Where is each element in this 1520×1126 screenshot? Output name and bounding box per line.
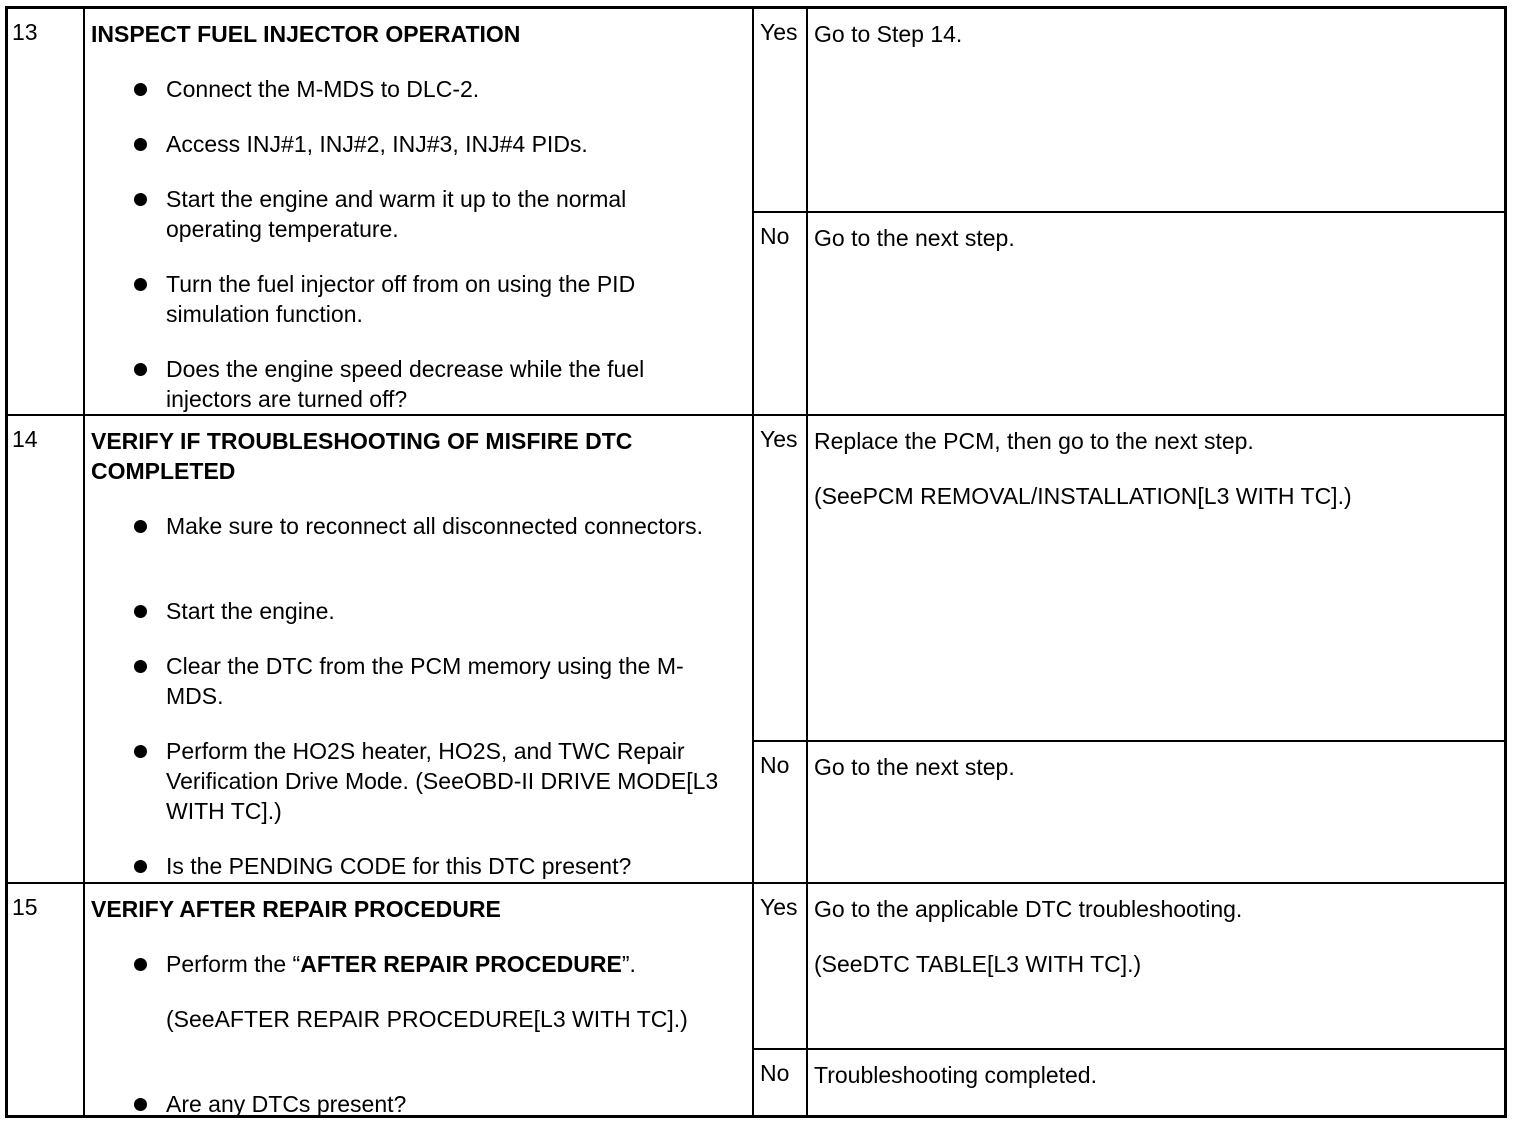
step-title: VERIFY IF TROUBLESHOOTING OF MISFIRE DTC COMPLETED [91,428,633,484]
list-item: Make sure to reconnect all disconnected connectors. [166,511,726,541]
bullet-icon [134,1098,147,1111]
bullet-icon [134,860,147,873]
list-item: Perform the HO2S heater, HO2S, and TWC Repair Verification Drive Mode. (SeeOBD-II DRIVE MODE[L3 WITH TC].) [166,736,726,826]
troubleshooting-table [5,6,1507,1118]
yes-label: Yes [760,894,798,920]
list-item: Access INJ#1, INJ#2, INJ#3, INJ#4 PIDs. [166,129,726,159]
list-item: Start the engine and warm it up to the normal operating temperature. [166,184,726,244]
step-description-cell [85,9,754,414]
bullet-icon [134,278,147,291]
list-item: Does the engine speed decrease while the fuel injectors are turned off? [166,354,726,414]
answer-cell [754,9,1504,414]
yes-reference: (SeePCM REMOVAL/INSTALLATION[L3 WITH TC].) [814,483,1352,509]
yes-branch [754,416,1504,742]
yes-branch [754,884,1504,1050]
step-number-cell [8,416,85,882]
bullet-icon [134,745,147,758]
step-title: INSPECT FUEL INJECTOR OPERATION [91,21,521,47]
no-action: Go to the next step. [814,225,1015,251]
list-item: Is the PENDING CODE for this DTC present? [166,851,726,881]
step-number: 14 [12,426,38,452]
step-description-cell [85,416,754,882]
bullet-icon [134,83,147,96]
step-number: 15 [12,894,38,920]
yes-label: Yes [760,426,798,452]
yes-label: Yes [760,19,798,45]
no-label: No [760,752,790,778]
bullet-icon [134,520,147,533]
no-branch [754,1050,1504,1115]
bullet-icon [134,958,147,971]
reference-link[interactable]: (SeeAFTER REPAIR PROCEDURE[L3 WITH TC].) [166,1006,688,1032]
yes-action: Go to the applicable DTC troubleshooting. [814,896,1243,922]
list-item: Are any DTCs present? [166,1089,726,1119]
list-item: Turn the fuel injector off from on using the PID simulation function. [166,269,726,329]
yes-reference[interactable]: (SeeDTC TABLE[L3 WITH TC].) [814,951,1142,977]
table-row-step-15 [8,884,1504,1115]
no-branch [754,213,1504,416]
no-branch [754,742,1504,884]
no-action: Go to the next step. [814,754,1015,780]
step-number-cell [8,9,85,414]
yes-action: Go to Step 14. [814,21,963,47]
step-title: VERIFY AFTER REPAIR PROCEDURE [91,896,501,922]
table-row-step-14 [8,416,1504,884]
list-item: Clear the DTC from the PCM memory using the M-MDS. [166,651,726,711]
list-item: Perform the “AFTER REPAIR PROCEDURE”. [166,949,726,979]
no-label: No [760,223,790,249]
step-number: 13 [12,19,38,45]
step-description-cell [85,884,754,1115]
bullet-icon [134,605,147,618]
bullet-icon [134,363,147,376]
no-label: No [760,1060,790,1086]
answer-cell [754,884,1504,1115]
answer-cell [754,416,1504,882]
yes-action: Replace the PCM, then go to the next step. [814,428,1254,454]
bullet-icon [134,138,147,151]
step-number-cell [8,884,85,1115]
no-action: Troubleshooting completed. [814,1062,1097,1088]
bullet-icon [134,660,147,673]
list-item: Connect the M-MDS to DLC-2. [166,74,726,104]
list-item: Start the engine. [166,596,726,626]
bullet-icon [134,193,147,206]
table-row-step-13 [8,9,1504,416]
yes-branch [754,9,1504,213]
